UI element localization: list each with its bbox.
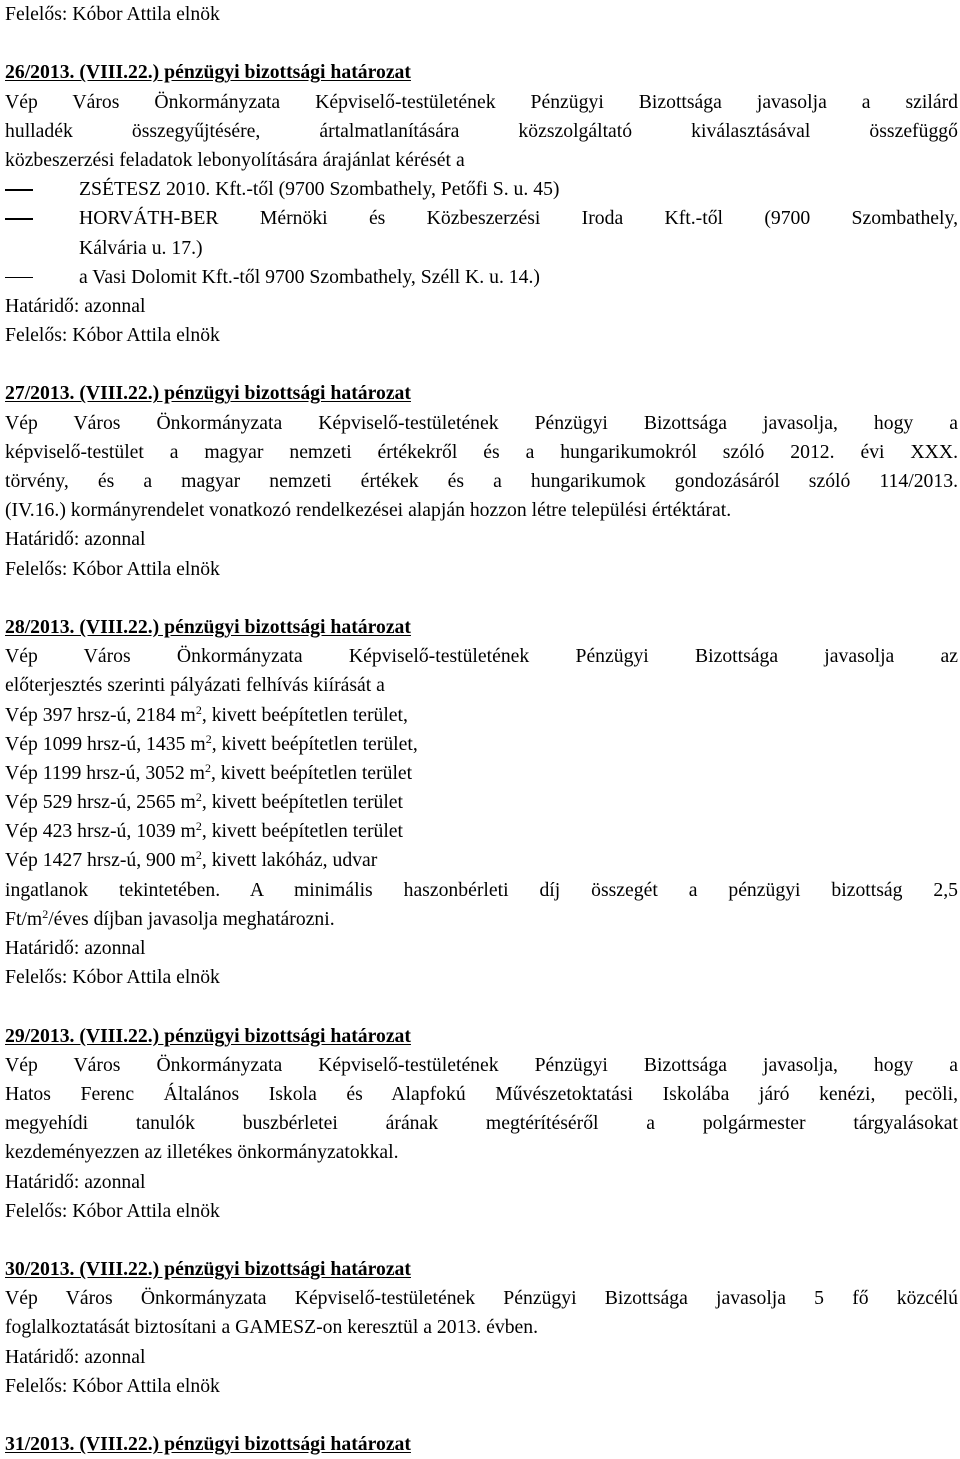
property-line [5, 701, 958, 730]
resolution-text-line: Hatos Ferenc Általános Iskola és Alapfokú Művészetoktatási Iskolába járó kenézi, pecöli, [5, 1082, 958, 1105]
list-item [5, 263, 958, 292]
deadline-line: Határidő: azonnal [5, 1170, 146, 1193]
property-line [5, 817, 958, 846]
property-text: Vép 423 hrsz-ú, 1039 m [5, 820, 196, 843]
responsible-line: Felelős: Kóbor Attila elnök [5, 1199, 220, 1222]
responsible-line: Felelős: Kóbor Attila elnök [5, 1374, 220, 1397]
property-text: Vép 1199 hrsz-ú, 3052 m [5, 761, 205, 784]
deadline-line: Határidő: azonnal [5, 1345, 146, 1368]
property-line [5, 730, 958, 759]
resolution-28 [5, 613, 958, 992]
list-item [5, 175, 958, 204]
responsible-line: Felelős: Kóbor Attila elnök [5, 3, 220, 25]
resolution-heading: 27/2013. (VIII.22.) pénzügyi bizottsági határozat [5, 382, 411, 405]
superscript: 2 [195, 848, 202, 863]
spacer [5, 992, 958, 1021]
property-text: Vép 529 hrsz-ú, 2565 m [5, 791, 196, 814]
spacer [5, 1401, 958, 1430]
property-text: , kivett beépítetlen terület [210, 761, 413, 784]
superscript: 2 [42, 906, 49, 921]
resolution-heading: 29/2013. (VIII.22.) pénzügyi bizottsági határozat [5, 1024, 411, 1047]
spacer [5, 584, 958, 613]
text-part: Ft/m [5, 907, 43, 930]
resolution-text-line: képviselő-testület a magyar nemzeti értékekről és a hungarikumokról szóló 2012. évi XXX. [5, 440, 958, 463]
list-item-text: ZSÉTESZ 2010. Kft.-től (9700 Szombathely, Petőfi S. u. 45) [79, 178, 560, 201]
deadline-line: Határidő: azonnal [5, 528, 146, 551]
resolution-text-line: előterjesztés szerinti pályázati felhívás kiírását a [5, 674, 385, 697]
list-item-text: a Vasi Dolomit Kft.-től 9700 Szombathely, Széll K. u. 14.) [79, 265, 540, 288]
superscript: 2 [195, 819, 202, 834]
responsible-line: Felelős: Kóbor Attila elnök [5, 966, 220, 989]
resolution-text-line: Vép Város Önkormányzata Képviselő-testületének Pénzügyi Bizottsága javasolja 5 fő közcélú [5, 1287, 958, 1310]
resolution-text-line: (IV.16.) kormányrendelet vonatkozó rendelkezései alapján hozzon létre települési értéktárat. [5, 499, 732, 522]
list-item-text: HORVÁTH-BER Mérnöki és Közbeszerzési Iroda Kft.-től (9700 Szombathely, [79, 207, 958, 230]
resolution-text-line: Vép Város Önkormányzata Képviselő-testületének Pénzügyi Bizottsága javasolja, hogy a [5, 411, 958, 434]
document-page [5, 0, 958, 1459]
property-line [5, 846, 958, 875]
resolution-text-line: Vép Város Önkormányzata Képviselő-testületének Pénzügyi Bizottsága javasolja az [5, 645, 958, 668]
resolution-26 [5, 58, 958, 350]
resolution-text-line: megyehídi tanulók buszbérletei árának megtérítéséről a polgármester tárgyalásokat [5, 1112, 958, 1135]
resolution-text-line [5, 905, 958, 934]
responsible-line: Felelős: Kóbor Attila elnök [5, 557, 220, 580]
resolution-text-line: Vép Város Önkormányzata Képviselő-testületének Pénzügyi Bizottsága javasolja a szilárd [5, 90, 958, 113]
spacer [5, 350, 958, 379]
property-text: , kivett lakóház, udvar [201, 849, 378, 872]
property-text: , kivett beépítetlen terület [201, 820, 404, 843]
property-text: Vép 1427 hrsz-ú, 900 m [5, 849, 196, 872]
superscript: 2 [195, 702, 202, 717]
property-text: , kivett beépítetlen terület, [211, 732, 418, 755]
dash-bullet-icon [5, 277, 33, 279]
resolution-27 [5, 379, 958, 583]
responsible-line: Felelős: Kóbor Attila elnök [5, 324, 220, 347]
superscript: 2 [204, 760, 211, 775]
property-line [5, 788, 958, 817]
resolution-30 [5, 1255, 958, 1401]
property-text: Vép 1099 hrsz-ú, 1435 m [5, 732, 206, 755]
property-line [5, 759, 958, 788]
resolution-text-line: foglalkoztatását biztosítani a GAMESZ-on keresztül a 2013. évben. [5, 1316, 539, 1339]
resolution-text-line: törvény, és a magyar nemzeti értékek és a hungarikumok gondozásáról szóló 114/2013. [5, 470, 958, 492]
spacer [5, 1226, 958, 1255]
resolution-heading: 31/2013. (VIII.22.) pénzügyi bizottsági határozat [5, 1433, 411, 1456]
resolution-29 [5, 1022, 958, 1226]
text-part: /éves díjban javasolja meghatározni. [48, 907, 335, 930]
resolution-31 [5, 1430, 958, 1459]
property-text: , kivett beépítetlen terület [201, 791, 404, 814]
resolution-text-line: ingatlanok tekintetében. A minimális haszonbérleti díj összegét a pénzügyi bizottság 2,5 [5, 878, 958, 901]
list-item-text: Kálvária u. 17.) [79, 236, 203, 259]
resolution-text-line: közbeszerzési feladatok lebonyolítására árajánlat kérését a [5, 148, 465, 171]
resolution-heading: 26/2013. (VIII.22.) pénzügyi bizottsági határozat [5, 61, 411, 84]
dash-bullet-icon [5, 218, 33, 220]
property-text: , kivett beépítetlen terület, [201, 703, 408, 726]
resolution-text-line: Vép Város Önkormányzata Képviselő-testületének Pénzügyi Bizottsága javasolja, hogy a [5, 1053, 958, 1076]
resolution-text-line: hulladék összegyűjtésére, ártalmatlanítására közszolgáltató kiválasztásával összefüggő [5, 119, 958, 142]
deadline-line: Határidő: azonnal [5, 294, 146, 317]
deadline-line: Határidő: azonnal [5, 937, 146, 959]
list-item-continuation [5, 234, 958, 263]
superscript: 2 [195, 790, 202, 805]
list-item [5, 204, 958, 233]
resolution-heading: 28/2013. (VIII.22.) pénzügyi bizottsági határozat [5, 615, 411, 638]
resolution-text-line: kezdeményezzen az illetékes önkormányzatokkal. [5, 1141, 399, 1164]
dash-bullet-icon [5, 189, 33, 191]
property-text: Vép 397 hrsz-ú, 2184 m [5, 703, 196, 726]
spacer [5, 29, 958, 58]
superscript: 2 [205, 731, 212, 746]
resolution-heading: 30/2013. (VIII.22.) pénzügyi bizottsági határozat [5, 1258, 411, 1281]
